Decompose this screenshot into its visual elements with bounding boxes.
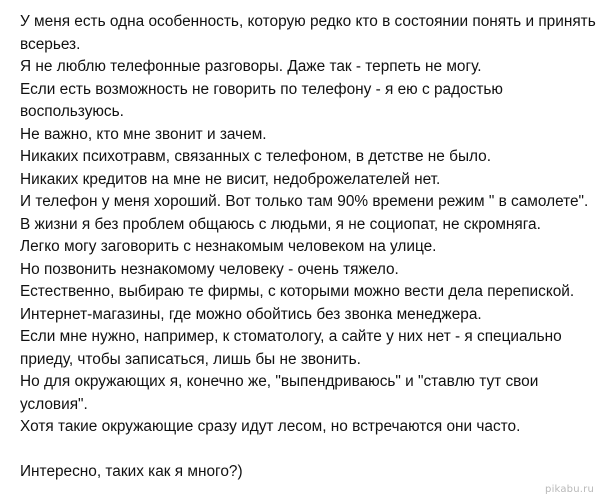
text-line: Никаких кредитов на мне не висит, недоброжелателей нет. xyxy=(20,170,441,188)
blank-line xyxy=(20,439,592,462)
text-line: Никаких психотравм, связанных с телефоном, в детстве не было. xyxy=(20,148,491,165)
text-line: Но позвонить незнакомому человеку - очень тяжело. xyxy=(20,260,399,278)
text-line: У меня есть одна особенность, которую редко кто в состоянии понять и принять xyxy=(20,13,596,30)
text-line: всерьез. xyxy=(20,35,81,53)
text-line: Если мне нужно, например, к стоматологу, а сайте у них нет - я специально xyxy=(20,328,562,345)
text-line: условия". xyxy=(20,395,88,413)
post-text xyxy=(20,11,596,484)
text-line: Естественно, выбираю те фирмы, с которыми можно вести дела перепиской. xyxy=(20,283,575,300)
text-line: Интернет-магазины, где можно обойтись без звонка менеджера. xyxy=(20,305,482,323)
text-line: Хотя такие окружающие сразу идут лесом, но встречаются они часто. xyxy=(20,418,521,435)
text-line: Легко могу заговорить с незнакомым человеком на улице. xyxy=(20,238,437,255)
text-line: Интересно, таких как я много?) xyxy=(20,463,243,480)
text-line: Я не люблю телефонные разговоры. Даже так - терпеть не могу. xyxy=(20,58,482,75)
watermark: pikabu.ru xyxy=(545,484,594,495)
text-line: Если есть возможность не говорить по телефону - я ею с радостью xyxy=(20,80,503,98)
text-line: воспользуюсь. xyxy=(20,103,124,120)
text-line: Но для окружающих я, конечно же, "выпендриваюсь" и "ставлю тут свои xyxy=(20,373,539,390)
text-line: приеду, чтобы записаться, лишь бы не звонить. xyxy=(20,350,361,368)
text-line: И телефон у меня хороший. Вот только там 90% времени режим " в самолете". xyxy=(20,193,589,210)
text-line: Не важно, кто мне звонит и зачем. xyxy=(20,125,267,143)
text-line: В жизни я без проблем общаюсь с людьми, я не социопат, не скромняга. xyxy=(20,215,541,233)
